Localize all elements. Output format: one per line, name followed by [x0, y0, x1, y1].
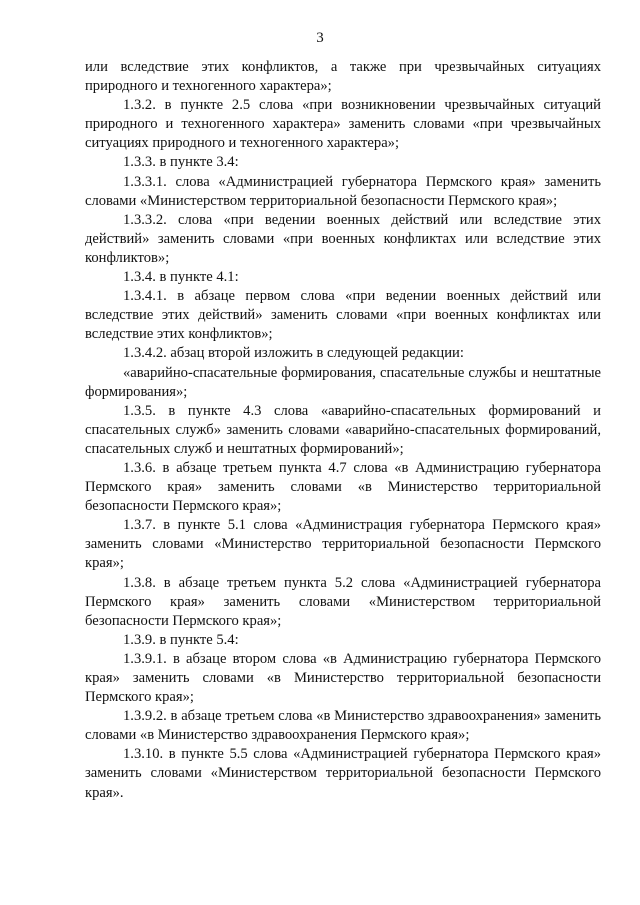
paragraph: 1.3.6. в абзаце третьем пункта 4.7 слова «в Администрацию губернатора Пермского края» заменить словами «в Министерство территориальной безопасности Пермского края»;: [85, 459, 601, 515]
paragraph: 1.3.9.2. в абзаце третьем слова «в Министерство здравоохранения» заменить словами «в Министерство здравоохранения Пермского края»;: [85, 708, 601, 744]
paragraph: «аварийно-спасательные формирования, спасательные службы и нештатные формирования»;: [85, 364, 601, 400]
paragraph: 1.3.7. в пункте 5.1 слова «Администрация губернатора Пермского края» заменить словами «Министерство территориальной безопасности Пермского края»;: [85, 517, 601, 572]
paragraph: 1.3.4.1. в абзаце первом слова «при ведении военных действий или вследствие этих действий» заменить словами «при военных конфликтах или вследствие этих конфликтов»;: [85, 288, 601, 343]
paragraph: 1.3.3. в пункте 3.4:: [123, 154, 239, 171]
paragraph: 1.3.4. в пункте 4.1:: [123, 269, 239, 286]
paragraph: 1.3.2. в пункте 2.5 слова «при возникновении чрезвычайных ситуаций природного и техногенного характера» заменить словами «при чрезвычайных ситуациях природного и техногенного характера»;: [85, 97, 601, 152]
page-number: 3: [316, 30, 324, 46]
paragraph: 1.3.9. в пункте 5.4:: [123, 631, 239, 648]
document-body: [85, 58, 601, 803]
paragraph: или вследствие этих конфликтов, а также при чрезвычайных ситуациях природного и техногенного характера»;: [85, 59, 601, 95]
paragraph: 1.3.4.2. абзац второй изложить в следующей редакции:: [123, 345, 464, 362]
paragraph: 1.3.9.1. в абзаце втором слова «в Администрацию губернатора Пермского края» заменить словами «в Министерство территориальной безопасности Пермского края»;: [85, 650, 601, 706]
paragraph: 1.3.3.2. слова «при ведении военных действий или вследствие этих действий» заменить словами «при военных конфликтах или вследствие этих конфликтов»;: [85, 211, 601, 266]
paragraph: 1.3.10. в пункте 5.5 слова «Администрацией губернатора Пермского края» заменить словами «Министерством территориальной безопасности Пермского края».: [85, 746, 601, 801]
paragraph: 1.3.5. в пункте 4.3 слова «аварийно-спасательных формирований и спасательных служб» заменить словами «аварийно-спасательных формирований, спасательных служб и нештатных формирований»;: [85, 402, 601, 457]
paragraph: 1.3.3.1. слова «Администрацией губернатора Пермского края» заменить словами «Министерством территориальной безопасности Пермского края»;: [85, 173, 601, 209]
paragraph: 1.3.8. в абзаце третьем пункта 5.2 слова «Администрацией губернатора Пермского края» заменить словами «Министерством территориальной безопасности Пермского края»;: [85, 574, 601, 629]
